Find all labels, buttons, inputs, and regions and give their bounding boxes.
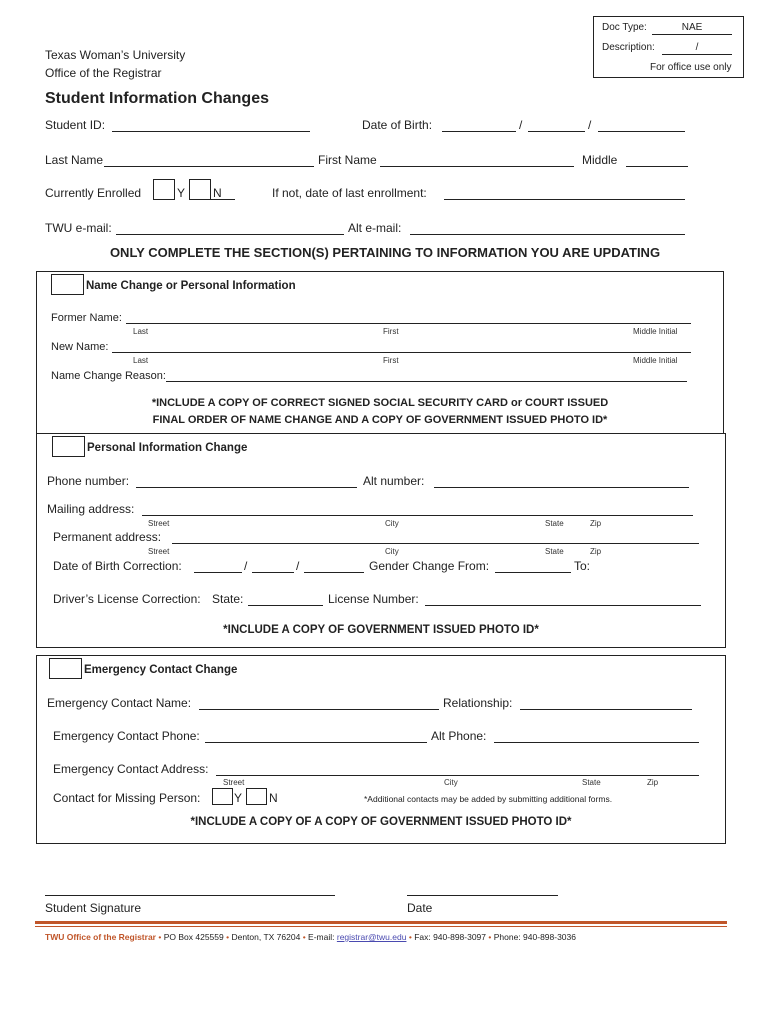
name-change-reason-label: Name Change Reason: (51, 370, 166, 382)
permanent-address-field[interactable] (172, 543, 699, 544)
page-title: Student Information Changes (45, 90, 269, 107)
footer-city: Denton, TX 76204 (231, 932, 301, 942)
emergency-name-field[interactable] (199, 709, 439, 710)
dob-correction-day[interactable] (252, 572, 294, 573)
mailing-city-caption: City (385, 519, 399, 528)
footer-phone: Phone: 940-898-3036 (493, 932, 576, 942)
personal-info-note: *INCLUDE A COPY OF GOVERNMENT ISSUED PHOTO ID* (223, 624, 539, 636)
footer-email-label: E-mail: (308, 932, 335, 942)
permanent-zip-caption: Zip (590, 547, 602, 556)
emergency-address-label: Emergency Contact Address: (53, 762, 209, 776)
emergency-alt-phone-field[interactable] (494, 742, 699, 743)
name-change-checkbox[interactable] (51, 274, 84, 295)
dob-correction-sep-2: / (296, 559, 300, 573)
footer-bullet: • (302, 932, 306, 942)
missing-person-no-label: N (269, 791, 278, 805)
emergency-street-caption: Street (223, 778, 245, 787)
new-name-field[interactable] (112, 352, 691, 353)
name-change-note-1: *INCLUDE A COPY OF CORRECT SIGNED SOCIAL SECURITY CARD or COURT ISSUED (151, 397, 609, 409)
office-use-note: For office use only (650, 62, 732, 73)
dob-day-field[interactable] (528, 131, 585, 132)
footer-bullet: • (408, 932, 412, 942)
mailing-zip-caption: Zip (590, 519, 602, 528)
emergency-zip-caption: Zip (647, 778, 659, 787)
footer-po-box: PO Box 425559 (163, 932, 224, 942)
student-signature-field[interactable] (45, 895, 335, 896)
last-name-label: Last Name (45, 153, 104, 167)
missing-person-label: Contact for Missing Person: (53, 791, 201, 805)
student-id-label: Student ID: (45, 118, 106, 132)
gender-from-field[interactable] (495, 572, 571, 573)
enrolled-label: Currently Enrolled (45, 186, 142, 200)
footer-bullet: • (158, 932, 162, 942)
phone-label: Phone number: (47, 474, 130, 488)
instruction-heading: ONLY COMPLETE THE SECTION(S) PERTAINING TO INFORMATION YOU ARE UPDATING (109, 245, 661, 260)
dob-correction-label: Date of Birth Correction: (53, 559, 182, 573)
student-id-field[interactable] (112, 131, 310, 132)
former-last-caption: Last (133, 327, 149, 336)
former-middle-caption: Middle Initial (633, 327, 678, 336)
personal-info-title: Personal Information Change (87, 442, 248, 454)
last-enrollment-field[interactable] (444, 199, 685, 200)
dob-correction-sep-1: / (244, 559, 248, 573)
footer-fax: Fax: 940-898-3097 (414, 932, 487, 942)
emergency-alt-phone-label: Alt Phone: (431, 729, 487, 743)
enrolled-no-checkbox[interactable] (189, 179, 211, 200)
dob-correction-month[interactable] (194, 572, 242, 573)
doc-type-value[interactable]: NAE (652, 22, 732, 35)
enrolled-yes-checkbox[interactable] (153, 179, 175, 200)
dl-number-field[interactable] (425, 605, 701, 606)
emergency-city-caption: City (444, 778, 458, 787)
mailing-address-field[interactable] (142, 515, 693, 516)
description-value[interactable]: / (662, 42, 732, 55)
name-change-title: Name Change or Personal Information (86, 280, 296, 292)
gender-to-label: To: (574, 559, 591, 573)
dl-state-label: State: (212, 592, 244, 606)
twu-email-field[interactable] (116, 234, 344, 235)
mailing-street-caption: Street (148, 519, 170, 528)
alt-number-field[interactable] (434, 487, 689, 488)
footer-rule-thin (35, 926, 727, 927)
new-middle-caption: Middle Initial (633, 356, 678, 365)
permanent-street-caption: Street (148, 547, 170, 556)
permanent-address-label: Permanent address: (53, 530, 162, 544)
missing-person-no-checkbox[interactable] (246, 788, 267, 805)
gender-from-label: Gender Change From: (369, 559, 490, 573)
alt-number-label: Alt number: (363, 474, 425, 488)
emergency-address-field[interactable] (216, 775, 699, 776)
former-first-caption: First (383, 327, 399, 336)
signature-date-field[interactable] (407, 895, 558, 896)
emergency-name-label: Emergency Contact Name: (47, 696, 192, 710)
registrar-office: Office of the Registrar (45, 66, 162, 80)
emergency-state-caption: State (582, 778, 601, 787)
footer-contact (45, 932, 576, 942)
name-change-note-2: FINAL ORDER OF NAME CHANGE AND A COPY OF GOVERNMENT ISSUED PHOTO ID* (152, 414, 608, 426)
missing-person-yes-checkbox[interactable] (212, 788, 233, 805)
first-name-field[interactable] (380, 166, 574, 167)
new-first-caption: First (383, 356, 399, 365)
relationship-label: Relationship: (443, 696, 513, 710)
footer-bullet: • (488, 932, 492, 942)
dob-sep-1: / (519, 118, 523, 132)
phone-field[interactable] (136, 487, 357, 488)
dob-year-field[interactable] (598, 131, 685, 132)
permanent-city-caption: City (385, 547, 399, 556)
footer-rule (35, 921, 727, 924)
dob-label: Date of Birth: (362, 118, 433, 132)
alt-email-label: Alt e-mail: (348, 221, 402, 235)
dob-sep-2: / (588, 118, 592, 132)
new-name-label: New Name: (51, 341, 109, 353)
additional-contacts-note: *Additional contacts may be added by submitting additional forms. (364, 794, 613, 804)
former-name-field[interactable] (126, 323, 691, 324)
footer-bullet: • (226, 932, 230, 942)
enrolled-no-label: N (213, 186, 222, 200)
first-name-label: First Name (318, 153, 377, 167)
permanent-state-caption: State (545, 547, 564, 556)
enrolled-underline (211, 199, 235, 200)
dl-correction-label: Driver’s License Correction: (53, 592, 201, 606)
footer-email-link[interactable]: registrar@twu.edu (336, 932, 407, 942)
missing-person-yes-label: Y (234, 791, 243, 805)
middle-label: Middle (582, 153, 618, 167)
new-last-caption: Last (133, 356, 149, 365)
relationship-field[interactable] (520, 709, 692, 710)
mailing-address-label: Mailing address: (47, 502, 135, 516)
enrolled-yes-label: Y (177, 186, 186, 200)
description-label: Description: (602, 42, 655, 53)
dob-correction-year[interactable] (304, 572, 364, 573)
emergency-contact-title: Emergency Contact Change (84, 664, 238, 676)
emergency-contact-checkbox[interactable] (49, 658, 82, 679)
dob-month-field[interactable] (442, 131, 516, 132)
emergency-phone-label: Emergency Contact Phone: (53, 729, 200, 743)
emergency-contact-note: *INCLUDE A COPY OF A COPY OF GOVERNMENT ISSUED PHOTO ID* (190, 816, 572, 828)
last-enrollment-label: If not, date of last enrollment: (272, 186, 427, 200)
footer-office-name: TWU Office of the Registrar (45, 932, 156, 942)
doc-type-label: Doc Type: (602, 22, 647, 33)
former-name-label: Former Name: (51, 312, 122, 324)
twu-email-label: TWU e-mail: (45, 221, 112, 235)
emergency-phone-field[interactable] (205, 742, 427, 743)
name-change-reason-field[interactable] (166, 381, 687, 382)
mailing-state-caption: State (545, 519, 564, 528)
personal-info-checkbox[interactable] (52, 436, 85, 457)
signature-date-label: Date (407, 901, 433, 915)
student-signature-label: Student Signature (45, 901, 142, 915)
alt-email-field[interactable] (410, 234, 685, 235)
dl-number-label: License Number: (328, 592, 419, 606)
middle-name-field[interactable] (626, 166, 688, 167)
dl-state-field[interactable] (248, 605, 323, 606)
last-name-field[interactable] (104, 166, 314, 167)
university-name: Texas Woman’s University (45, 48, 186, 62)
